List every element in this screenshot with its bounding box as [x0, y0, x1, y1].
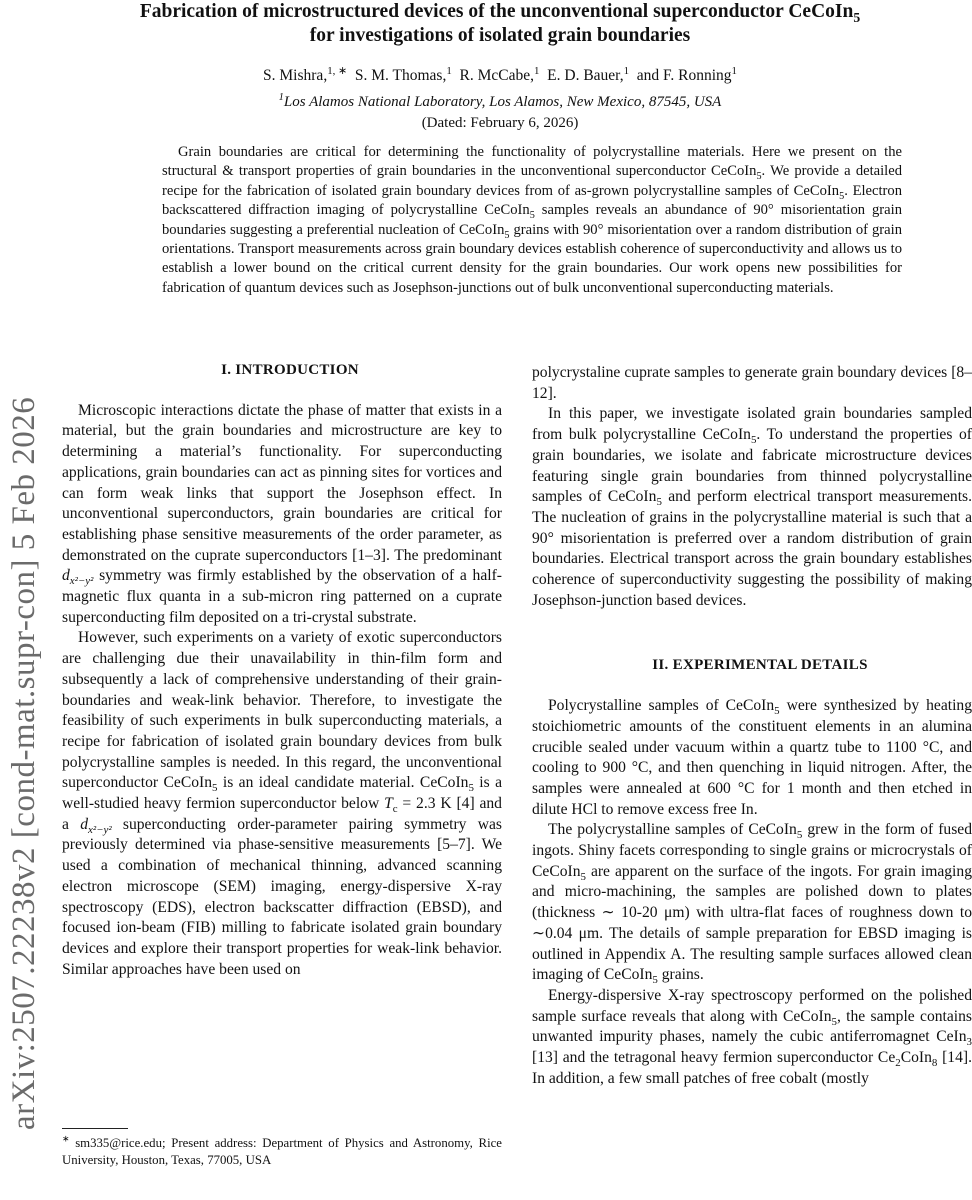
affiliation: $^1$Los Alamos National Laboratory, Los Alamos, New Mexico, 87545, USA [278, 92, 722, 110]
right-column [532, 363, 972, 1090]
intro-paragraph-3: In this paper, we investigate isolated grain boundaries sampled from bulk polycrystalline CeCoIn$_5$. To understand the properties of grain boundaries, we isolate and fabricate microstructure devices featuring single grain boundaries from thinned polycrystalline samples of CeCoIn$_5$ and perform electrical transport measurements. The nucleation of grains in the polycrystalline material is such that a 90° misorientation is preferred over a random distribution of grain boundaries. Electrical transport across the grain boundary establishes coherence of superconductivity suggesting the possibility of making Josephson-junction based devices. [532, 405, 972, 609]
left-column [62, 360, 502, 980]
intro-paragraph-1: Microscopic interactions dictate the phase of matter that exists in a material, but the grain boundaries and microstructure are key to determining a material’s functionality. For superconducting applications, grain boundaries can act as pinning sites for vortices and can form weak links that support the Josephson effect. In unconventional superconductors, grain boundaries are critical for establishing phase sensitive measurements of the order parameter, as demonstrated on the cuprate superconductors [1–3]. The predominant $d_{x^2-y^2}$ symmetry was firmly established by the observation of a half-magnetic flux quanta in a sub-micron ring patterned on a cuprate superconducting film deposited on a tri-crystal substrate. [62, 401, 502, 626]
abstract: Grain boundaries are critical for determining the functionality of polycrystalline materials. Here we present on the structural & transport properties of grain boundaries in the unconventional superconductor CeCoIn$_5$. We provide a detailed recipe for the fabrication of isolated grain boundary devices from of as-grown polycrystalline samples of CeCoIn$_5$. Electron backscattered diffraction imaging of polycrystalline CeCoIn$_5$ samples reveals an abundance of 90° misorientation grain boundaries suggesting a preferential nucleation of CeCoIn$_5$ grains with 90° misorientation over a random distribution of grain orientations. Transport measurements across grain boundary devices establish coherence of superconductivity and allows us to establish a lower bound on the critical current density for the grain boundaries. Our work opens new possibilities for fabrication of quantum devices such as Josephson-junctions out of bulk unconventional superconducting materials. [162, 144, 903, 296]
date-line: (Dated: February 6, 2026) [421, 115, 579, 131]
author-3: R. McCabe,$^1$ [459, 64, 540, 84]
section-heading-experimental: II. EXPERIMENTAL DETAILS [652, 657, 868, 674]
title-subscript: 5 [853, 9, 861, 25]
author-4: E. D. Bauer,$^1$ [547, 64, 630, 84]
intro-paragraph-2-continued: polycrystaline cuprate samples to generate grain boundary devices [8–12]. [532, 364, 972, 402]
intro-paragraph-2: However, such experiments on a variety of exotic superconductors are challenging due their unavailability in thin-film form and subsequently a lack of comprehensive understanding of their grain-boundaries and weak-link behavior. Therefore, to investigate the feasibility of such experiments in bulk superconducting materials, a recipe for fabrication of isolated grain boundary devices from bulk polycrystalline samples is needed. In this regard, the unconventional superconductor CeCoIn$_5$ is an ideal candidate material. CeCoIn$_5$ is a well-studied heavy fermion superconductor below $T_c = 2.3$ K [4] and a $d_{x^2-y^2}$ superconducting order-parameter pairing symmetry was previously determined via phase-sensitive measurements [5–7]. We used a combination of mechanical thinning, advanced scanning electron microscope (SEM) imaging, energy-dispersive X-ray spectroscopy (EDS), electron backscatter diffraction (EBSD), and focused ion-beam (FIB) milling to fabricate isolated grain boundary devices and explore their transport properties for weak-link behavior. Similar approaches have been used on [62, 629, 502, 978]
exp-paragraph-1: Polycrystalline samples of CeCoIn$_5$ were synthesized by heating stoichiometric amounts of the constituent elements in an alumina crucible sealed under vacuum within a quartz tube to 1100 °C, and cooling to 900 °C, and then quenching in liquid nitrogen. After, the samples were annealed at 600 °C for 1 month and then etched in dilute HCl to remove excess free In. [532, 697, 972, 818]
section-heading-introduction: I. INTRODUCTION [221, 362, 359, 378]
author-1: S. Mishra,$^{1, ∗}$ [263, 64, 348, 84]
paper-title [60, 0, 940, 48]
footnote: ∗ sm335@rice.edu; Present address: Department of Physics and Astronomy, Rice University, Houston, Texas, 77005, USA [62, 1133, 502, 1167]
title-line-1: Fabrication of microstructured devices of the unconventional superconductor CeCoIn [139, 1, 854, 22]
exp-paragraph-2: The polycrystalline samples of CeCoIn$_5$ grew in the form of fused ingots. Shiny facets corresponding to single grains or microcrystals of CeCoIn$_5$ are apparent on the surface of the ingots. For grain imaging and micro-machining, the samples are polished down to plates (thickness ∼ 10-20 μm) with ultra-flat faces of roughness down to ∼0.04 μm. The details of sample preparation for EBSD imaging is outlined in Appendix A. The resulting sample surfaces allowed clean imaging of CeCoIn$_5$ grains. [532, 821, 972, 987]
title-line-2: for investigations of isolated grain boundaries [309, 25, 691, 46]
exp-paragraph-3: Energy-dispersive X-ray spectroscopy performed on the polished sample surface reveals that along with CeCoIn$_5$, the sample contains unwanted impurity phases, namely the cubic antiferromagnet CeIn$_3$ [13] and the tetragonal heavy fermion superconductor $Ce_2CoIn_8$ [14]. In addition, a few small patches of free cobalt (mostly [532, 986, 972, 1087]
author-list [60, 66, 940, 86]
footnote-divider [62, 1128, 128, 1129]
author-2: S. M. Thomas,$^1$ [354, 64, 452, 84]
arxiv-identifier-stamp[interactable]: arXiv:2507.22238v2 [cond-mat.supr-con] 5 Feb 2026 [6, 396, 42, 1130]
author-5: and F. Ronning$^1$ [636, 64, 737, 84]
